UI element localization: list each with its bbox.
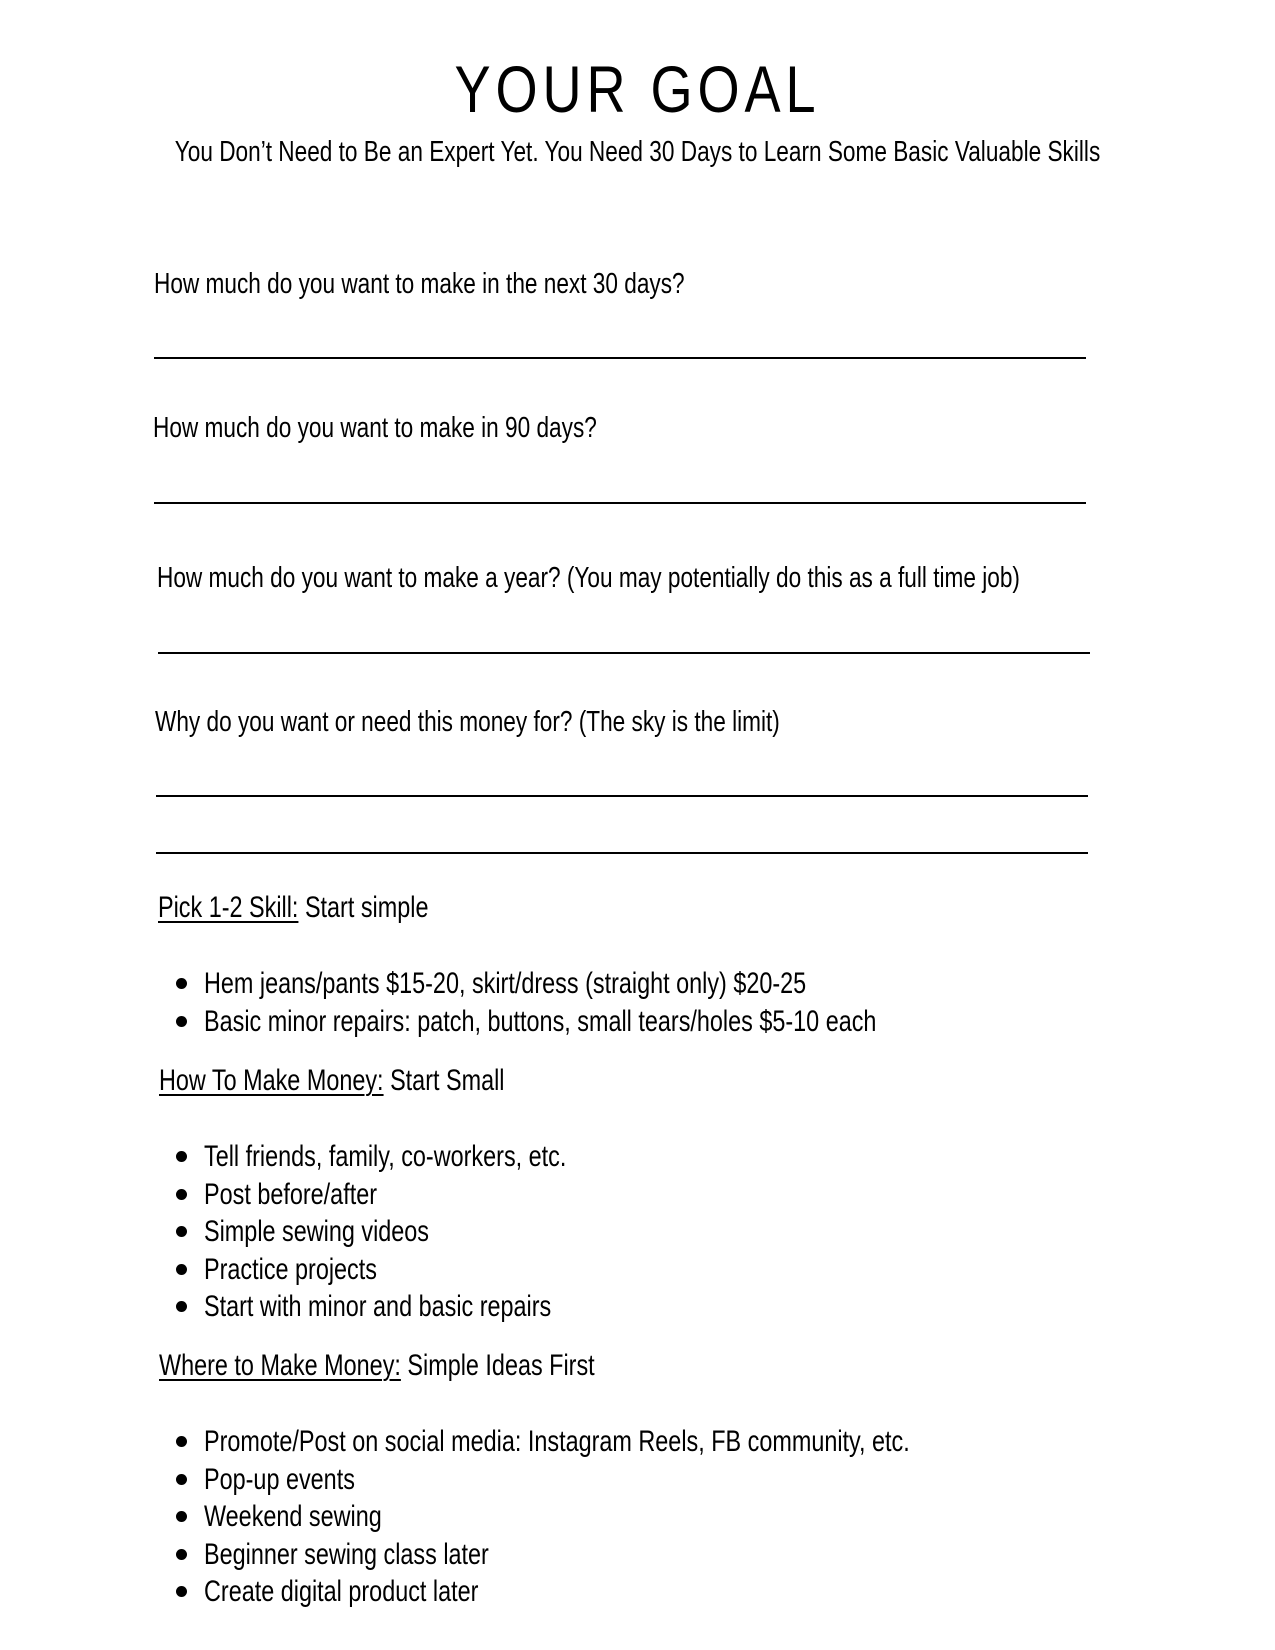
bullet-icon [176,978,187,989]
list-item-text: Practice projects [204,1252,377,1286]
section-heading-how-to-make-money [159,1061,505,1101]
section-heading-skills [158,888,428,928]
answer-line-30-days[interactable] [154,357,1086,359]
section-heading-how-underlined: How To Make Money: [159,1064,384,1097]
bullet-icon [176,1436,187,1447]
section-heading-where-rest: Simple Ideas First [400,1349,595,1382]
list-item-text: Beginner sewing class later [204,1537,489,1571]
list-item-text: Weekend sewing [204,1500,382,1533]
answer-line-why-1[interactable] [156,795,1088,797]
bullet-icon [176,1189,187,1200]
question-30-days: How much do you want to make in the next 30 days? [154,268,685,300]
bullet-icon [176,1264,187,1275]
list-item-text: Pop-up events [204,1462,355,1496]
question-yearly: How much do you want to make a year? (You may potentially do this as a full time job) [157,562,1020,594]
list-item-text: Post before/after [204,1177,378,1211]
bullet-icon [176,1586,187,1597]
list-item-text: Hem jeans/pants $15-20, skirt/dress (straight only) $20-25 [204,967,807,1000]
list-item-text: Simple sewing videos [204,1215,430,1248]
answer-line-90-days[interactable] [154,502,1086,504]
bullet-icon [176,1226,187,1237]
list-item-text: Create digital product later [204,1575,479,1608]
list-item-text: Promote/Post on social media: Instagram Reels, FB community, etc. [204,1425,910,1458]
list-item-text: Start with minor and basic repairs [204,1290,552,1323]
page-subtitle: You Don’t Need to Be an Expert Yet. You Need 30 Days to Learn Some Basic Valuable Skills [174,136,1101,168]
list-item-text: Basic minor repairs: patch, buttons, small tears/holes $5-10 each [204,1004,877,1038]
list-item-text: Tell friends, family, co-workers, etc. [204,1140,567,1173]
question-90-days: How much do you want to make in 90 days? [153,412,597,444]
page-title: YOUR GOAL [454,52,821,126]
section-heading-how-rest: Start Small [383,1064,505,1097]
answer-line-why-2[interactable] [156,852,1088,854]
answer-line-yearly[interactable] [158,652,1090,654]
bullet-icon [176,1474,187,1485]
bullet-icon [176,1549,187,1560]
section-heading-skills-rest: Start simple [298,891,429,924]
section-heading-where-to-make-money [159,1346,595,1386]
section-heading-skills-underlined: Pick 1-2 Skill: [158,891,299,924]
section-heading-where-underlined: Where to Make Money: [159,1349,401,1382]
bullet-icon [176,1511,187,1522]
bullet-icon [176,1151,187,1162]
question-why-money: Why do you want or need this money for? (The sky is the limit) [155,706,780,738]
bullet-icon [176,1016,187,1027]
bullet-icon [176,1301,187,1312]
